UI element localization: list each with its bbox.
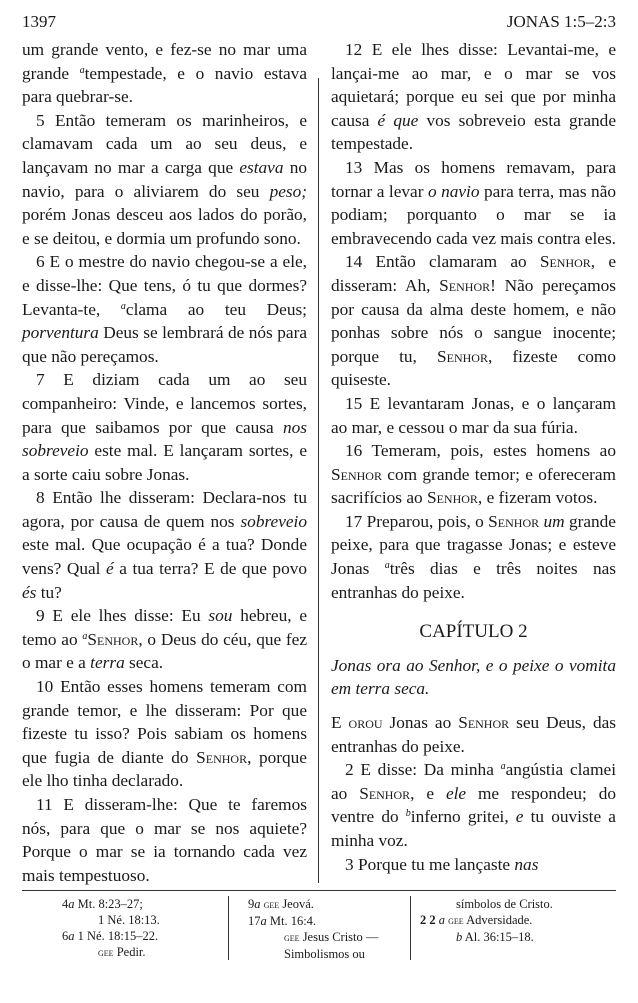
- verse-1-5: 5 Então temeram os marinheiros, e clamavam cada um ao seu deus, e lançavam no mar a carga que estava no navio, para o aliviarem do seu peso; porém Jonas desceu aos lados do porão, e se deitou, e dormia um profundo sono.: [22, 110, 307, 248]
- chapter-summary: Jonas ora ao Senhor, e o peixe o vomita em terra seca.: [331, 655, 616, 699]
- verse-1-12: 12 E ele lhes disse: Levantai-me, e lançai-me ao mar, e o mar se vos aquietará; porque eu sei que por minha causa é que vos sobreveio esta grande tempestade.: [331, 40, 616, 154]
- footnote-entry: símbolos de Cristo.: [456, 897, 553, 911]
- footnotes-column-2: [248, 896, 378, 962]
- footnote-entry: 4a Mt. 8:23–27;: [62, 897, 143, 911]
- verse-1-9: 9 E ele lhes disse: Eu sou hebreu, e temo ao $^a$Senhor, o Deus do céu, que fez o mar e a terra seca.: [22, 606, 307, 673]
- footnotes-column-1: [62, 896, 160, 961]
- page-number: 1397: [22, 12, 56, 31]
- verse-2-1: E orou Jonas ao Senhor seu Deus, das entranhas do peixe.: [331, 713, 616, 756]
- footnotes-column-3: [420, 896, 553, 945]
- footnote-entry: 2 2 a gee Adversidade.: [420, 913, 533, 927]
- footnote-entry: gee Jesus Cristo —: [284, 930, 379, 944]
- footnote-entry: 9a gee Jeová.: [248, 897, 314, 911]
- footnote-divider: [410, 896, 411, 960]
- verse-1-13: 13 Mas os homens remavam, para tornar a levar o navio para terra, mas não podiam; porquanto o mar se ia embravecendo cada vez mais contra eles.: [331, 157, 617, 248]
- verse-1-7: 7 E diziam cada um ao seu companheiro: Vinde, e lancemos sortes, para que saibamos por que causa nos sobreveio este mal. E lançaram sortes, e a sorte caiu sobre Jonas.: [22, 370, 307, 484]
- footnote-entry: 1 Né. 18:13.: [98, 913, 160, 927]
- column-divider: [318, 78, 319, 883]
- verse-1-15: 15 E levantaram Jonas, e o lançaram ao mar, e cessou o mar da sua fúria.: [331, 393, 616, 437]
- verse-1-17: 17 Preparou, pois, o Senhor um grande peixe, para que tragasse Jonas; e esteve Jonas $^a$três dias e três noites nas entranhas do peixe.: [331, 511, 616, 602]
- chapter-heading: CAPÍTULO 2: [419, 621, 528, 643]
- verse-1-11: 11 E disseram-lhe: Que te faremos nós, para que o mar se nos aquiete? Porque o mar se ia tornando cada vez mais tempestuoso.: [22, 795, 307, 885]
- verse-1-16: 16 Temeram, pois, estes homens ao Senhor com grande temor; e ofereceram sacrifícios ao Senhor, e fizeram votos.: [331, 441, 616, 508]
- verse-1-10: 10 Então esses homens temeram com grande temor, e lhe disseram: Por que fizeste tu isso? Pois sabiam os homens que fugia de diante do Senhor, porque ele lho tinha declarado.: [22, 677, 307, 791]
- footnote-divider: [228, 896, 229, 960]
- footnote-entry: b Al. 36:15–18.: [456, 930, 534, 944]
- verse-2-2: 2 E disse: Da minha $^a$angústia clamei ao Senhor, e ele me respondeu; do ventre do $^b$inferno gritei, e tu ouviste a minha voz.: [331, 760, 616, 850]
- verse-1-6: 6 E o mestre do navio chegou-se a ele, e disse-lhe: Que tens, ó tu que dormes? Levanta-te, $^a$clama ao teu Deus; porventura Deus se lembrará de nós para que não pereçamos.: [22, 252, 307, 366]
- verse-continuation: um grande vento, e fez-se no mar uma grande $^a$tempestade, e o navio estava para quebrar-se.: [22, 40, 307, 107]
- left-text-column: [22, 38, 307, 887]
- running-head: JONAS 1:5–2:3: [506, 12, 616, 31]
- footnote-entry: 17a Mt. 16:4.: [248, 914, 317, 928]
- right-text-column: [331, 38, 616, 876]
- verse-1-8: 8 Então lhe disseram: Declara-nos tu agora, por causa de quem nos sobreveio este mal. Que ocupação é a tua? Donde vens? Qual é a tua terra? E de que povo és tu?: [22, 488, 307, 602]
- footnote-entry: Simbolismos ou: [284, 947, 365, 961]
- footnote-entry: gee Pedir.: [98, 945, 146, 959]
- verse-1-14: 14 Então clamaram ao Senhor, e disseram: Ah, Senhor! Não pereçamos por causa da alma deste homem, e não ponhas sobre nós o sangue inocente; porque tu, Senhor, fizeste como quiseste.: [331, 252, 617, 390]
- footnote-rule: [22, 890, 616, 891]
- page-header: [22, 8, 616, 36]
- footnote-entry: 6a 1 Né. 18:15–22.: [62, 929, 159, 943]
- verse-2-3: 3 Porque tu me lançaste nas: [345, 854, 539, 874]
